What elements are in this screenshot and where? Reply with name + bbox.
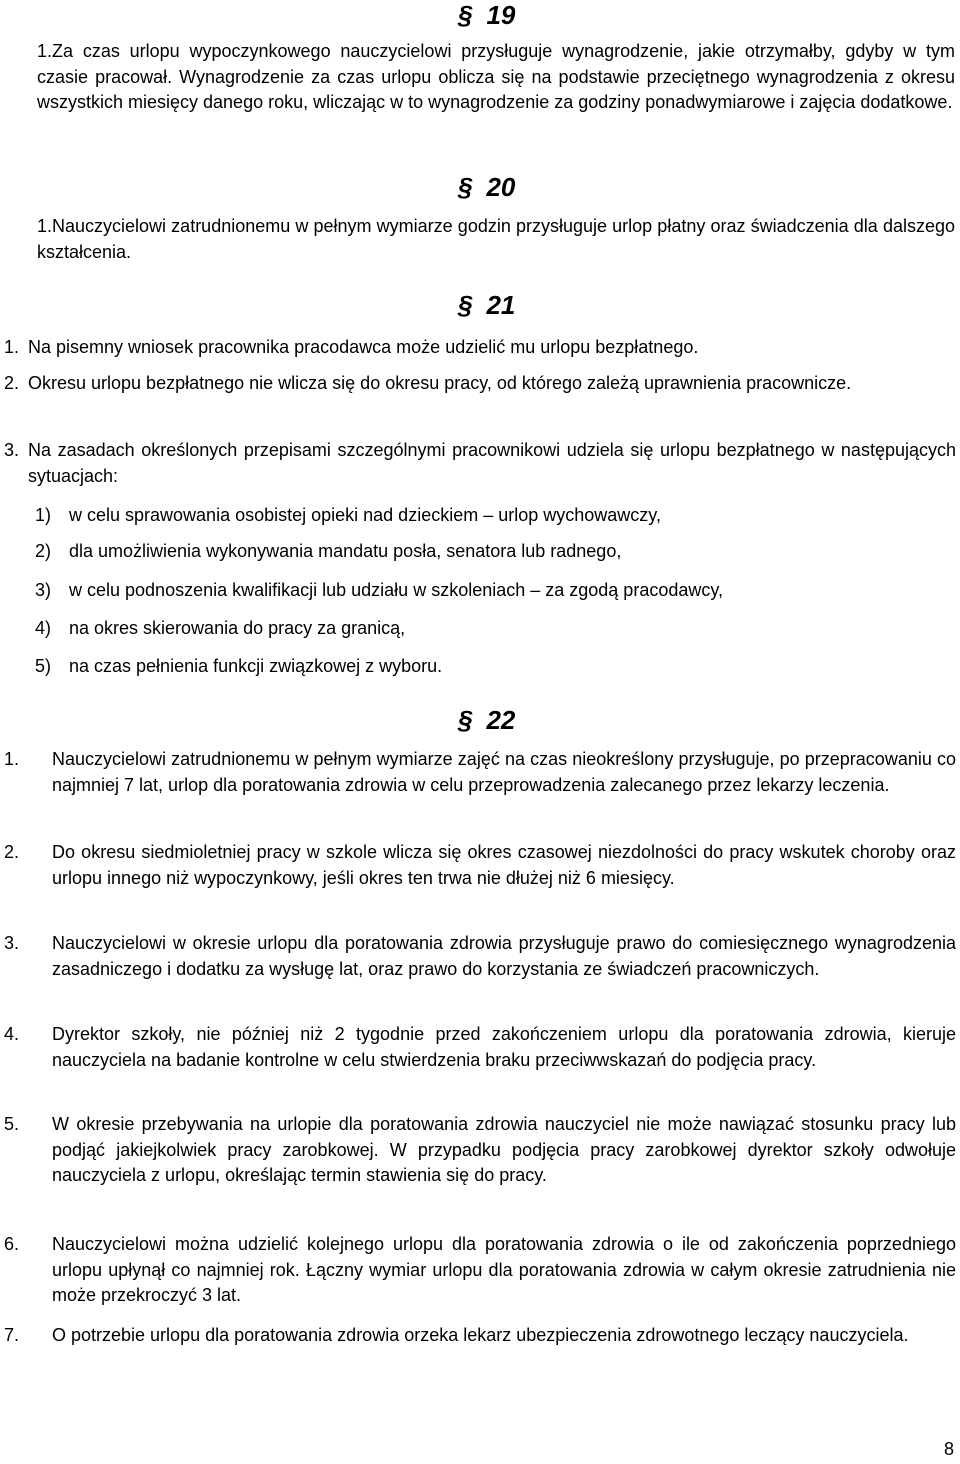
- list-item: [4, 1232, 956, 1309]
- sub-list-item: [35, 539, 935, 565]
- sub-list-item: [35, 654, 935, 680]
- item-text: Dyrektor szkoły, nie później niż 2 tygodnie przed zakończeniem urlopu dla poratowania zdrowia, kieruje nauczyciela na badanie kontrolne w celu stwierdzenia braku przeciwwskazań do podjęcia pracy.: [52, 1024, 956, 1070]
- subitem-text: na okres skierowania do pracy za granicą,: [69, 618, 406, 638]
- subitem-number: 5): [35, 656, 52, 676]
- subitem-text: w celu podnoszenia kwalifikacji lub udziału w szkoleniach – za zgodą pracodawcy,: [69, 580, 724, 600]
- list-item: [4, 1022, 956, 1073]
- subitem-number: 2): [35, 541, 52, 561]
- section-sign-icon: §: [458, 0, 473, 30]
- item-number: 3.: [4, 933, 20, 953]
- item-number: 1.: [4, 337, 20, 357]
- subitem-number: 3): [35, 580, 52, 600]
- item-number: 7.: [4, 1325, 20, 1345]
- item-text: Nauczycielowi zatrudnionemu w pełnym wymiarze zajęć na czas nieokreślony przysługuje, po przepracowaniu co najmniej 7 lat, urlop dla poratowania zdrowia w celu przeprowadzenia zalecanego przez lekarzy leczenia.: [52, 749, 956, 795]
- sub-list-item: [35, 503, 935, 529]
- section-heading-21: [458, 290, 515, 320]
- page-number: 8: [943, 1439, 954, 1459]
- subitem-number: 4): [35, 618, 52, 638]
- item-number: 5.: [4, 1114, 20, 1134]
- item-text: Na zasadach określonych przepisami szczególnymi pracownikowi udziela się urlopu bezpłatnego w następujących sytuacjach:: [28, 440, 956, 486]
- list-item: [4, 1323, 956, 1349]
- section-sign-icon: §: [458, 290, 473, 320]
- subitem-text: dla umożliwienia wykonywania mandatu posła, senatora lub radnego,: [69, 541, 622, 561]
- section-heading-19: [458, 0, 515, 30]
- section-heading-22: [458, 705, 515, 735]
- item-number: 1.: [4, 749, 20, 769]
- section-number: 20: [486, 172, 516, 202]
- subitem-text: w celu sprawowania osobistej opieki nad dzieckiem – urlop wychowawczy,: [69, 505, 661, 525]
- item-text: Nauczycielowi można udzielić kolejnego urlopu dla poratowania zdrowia o ile od zakończenia poprzedniego urlopu upłynął co najmniej rok. Łączny wymiar urlopu dla poratowania zdrowia w całym okresie zatrudnienia nie może przekroczyć 3 lat.: [52, 1234, 956, 1305]
- sub-list-item: [35, 616, 935, 642]
- subitem-number: 1): [35, 505, 52, 525]
- sub-list-item: [35, 578, 935, 604]
- list-item: [4, 840, 956, 891]
- section-20-paragraph: 1.Nauczycielowi zatrudnionemu w pełnym wymiarze godzin przysługuje urlop płatny oraz świadczenia dla dalszego kształcenia.: [37, 216, 955, 262]
- item-text: Do okresu siedmioletniej pracy w szkole wlicza się okres czasowej niezdolności do pracy wskutek choroby oraz urlopu innego niż wypoczynkowy, jeśli okres ten trwa nie dłużej niż 6 miesięcy.: [52, 842, 956, 888]
- item-text: W okresie przebywania na urlopie dla poratowania zdrowia nauczyciel nie może nawiązać stosunku pracy lub podjąć jakiejkolwiek pracy zarobkowej. W przypadku podjęcia pracy zarobkowej dyrektor szkoły odwołuje nauczyciela z urlopu, określając termin stawienia się do pracy.: [52, 1114, 956, 1185]
- list-item: [4, 335, 956, 361]
- list-item: [4, 747, 956, 798]
- item-number: 4.: [4, 1024, 20, 1044]
- item-text: Okresu urlopu bezpłatnego nie wlicza się do okresu pracy, od którego zależą uprawnienia pracownicze.: [28, 373, 852, 393]
- item-number: 3.: [4, 440, 20, 460]
- item-number: 6.: [4, 1234, 20, 1254]
- section-number: 19: [486, 0, 516, 30]
- item-number: 2.: [4, 373, 20, 393]
- item-text: Na pisemny wniosek pracownika pracodawca może udzielić mu urlopu bezpłatnego.: [28, 337, 699, 357]
- item-text: Nauczycielowi w okresie urlopu dla poratowania zdrowia przysługuje prawo do comiesięcznego wynagrodzenia zasadniczego i dodatku za wysługę lat, oraz prawo do korzystania ze świadczeń pracowniczych.: [52, 933, 956, 979]
- section-19-paragraph: 1.Za czas urlopu wypoczynkowego nauczycielowi przysługuje wynagrodzenie, jakie otrzymałby, gdyby w tym czasie pracował. Wynagrodzenie za czas urlopu oblicza się na podstawie przeciętnego wynagrodzenia z okresu wszystkich miesięcy danego roku, wliczając w to wynagrodzenie za godziny ponadwymiarowe i zajęcia dodatkowe.: [37, 41, 955, 112]
- subitem-text: na czas pełnienia funkcji związkowej z wyboru.: [69, 656, 443, 676]
- list-item: [4, 438, 956, 489]
- item-number: 2.: [4, 842, 20, 862]
- list-item: [4, 1112, 956, 1189]
- list-item: [4, 371, 956, 397]
- section-sign-icon: §: [458, 172, 473, 202]
- section-sign-icon: §: [458, 705, 473, 735]
- section-number: 21: [486, 290, 516, 320]
- section-heading-20: [458, 172, 515, 202]
- list-item: [4, 931, 956, 982]
- item-text: O potrzebie urlopu dla poratowania zdrowia orzeka lekarz ubezpieczenia zdrowotnego leczący nauczyciela.: [52, 1325, 909, 1345]
- section-number: 22: [486, 705, 516, 735]
